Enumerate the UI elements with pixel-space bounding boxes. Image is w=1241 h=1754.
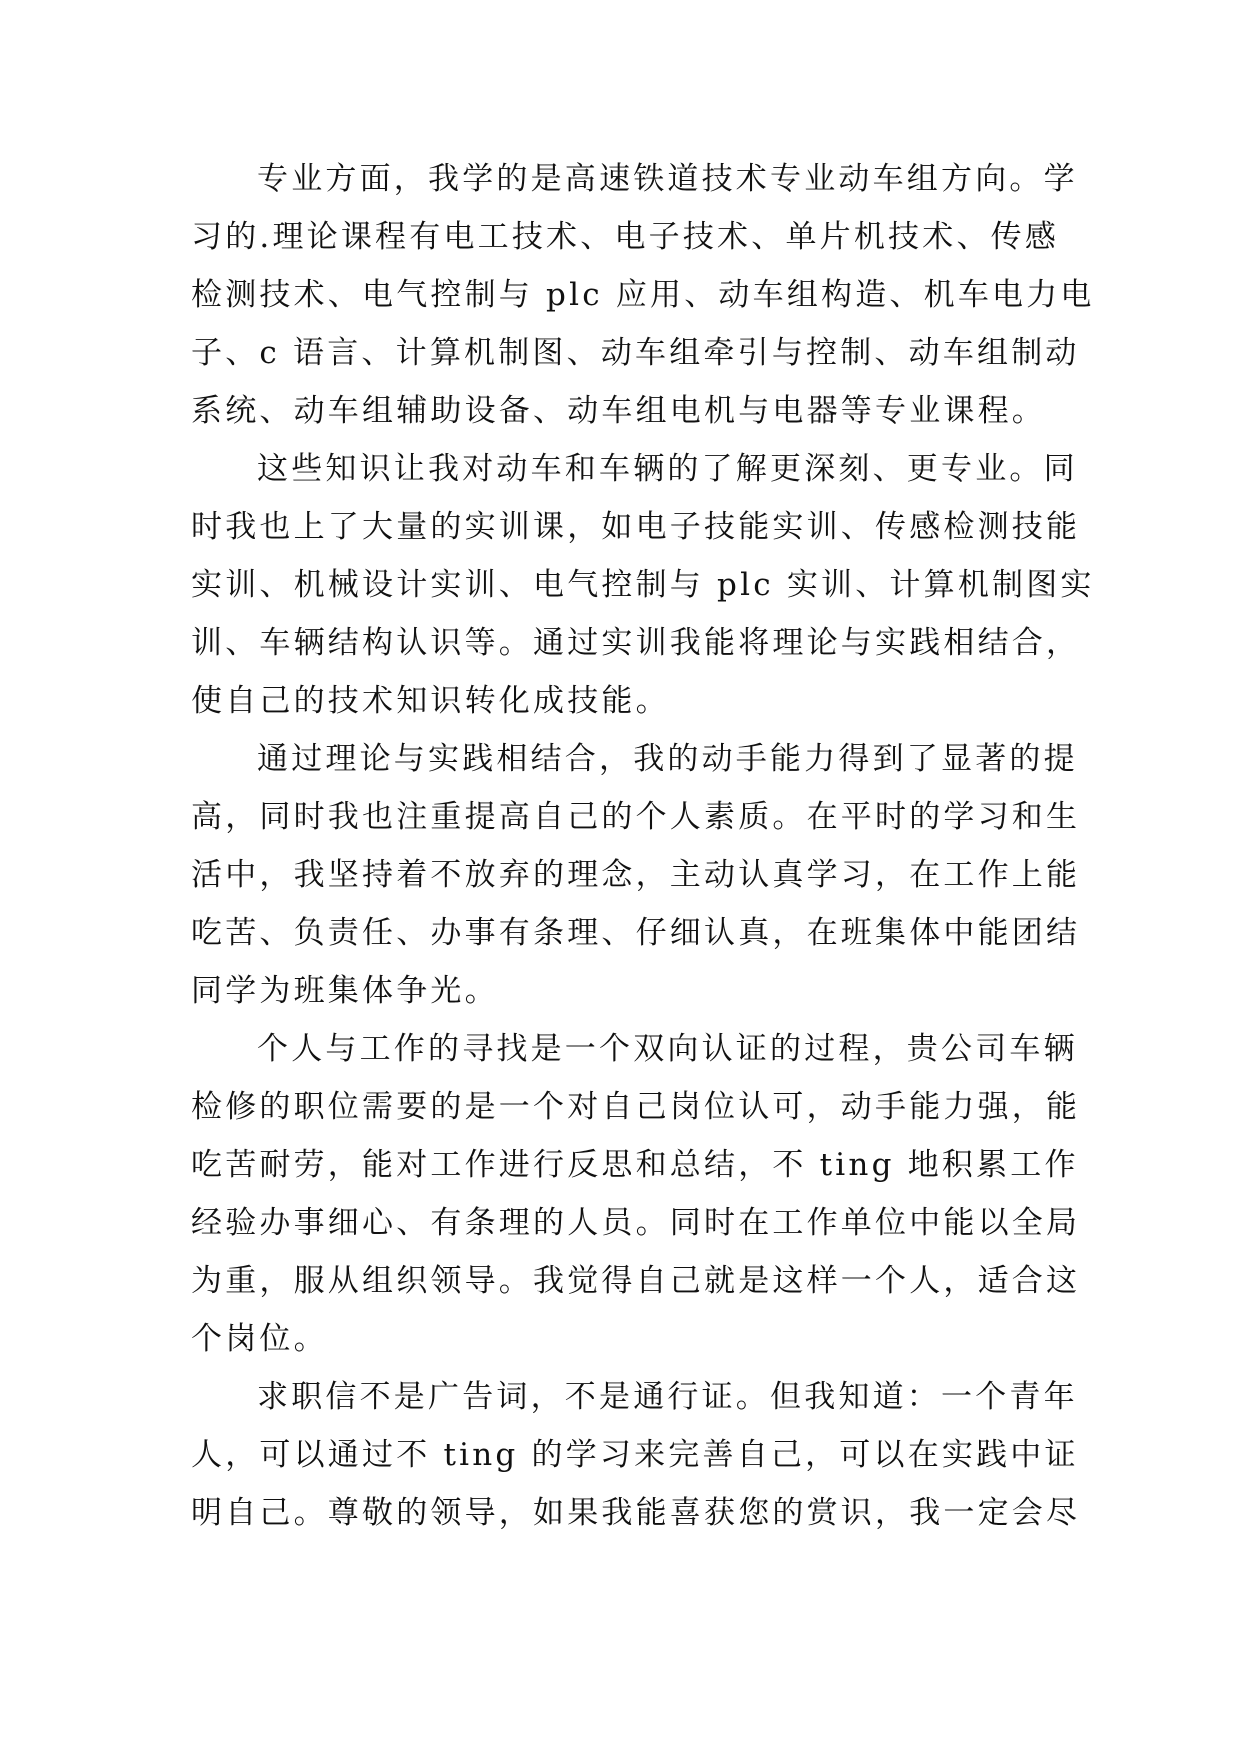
text-line: 通过理论与实践相结合，我的动手能力得到了显著的提 xyxy=(257,741,1078,777)
text-line: 人，可以通过不 ting 的学习来完善自己，可以在实践中证 xyxy=(191,1437,1079,1473)
document-body xyxy=(191,150,1095,1542)
text-line: 习的.理论课程有电工技术、电子技术、单片机技术、传感 xyxy=(191,219,1060,255)
text-line: 个岗位。 xyxy=(191,1321,328,1357)
text-line: 子、c 语言、计算机制图、动车组牵引与控制、动车组制动 xyxy=(191,335,1080,371)
text-line: 求职信不是广告词，不是通行证。但我知道：一个青年 xyxy=(257,1379,1078,1415)
text-line: 明自己。尊敬的领导，如果我能喜获您的赏识，我一定会尽 xyxy=(191,1495,1081,1531)
text-line: 检修的职位需要的是一个对自己岗位认可，动手能力强，能 xyxy=(191,1089,1081,1125)
text-line: 时我也上了大量的实训课，如电子技能实训、传感检测技能 xyxy=(191,509,1081,545)
text-line: 使自己的技术知识转化成技能。 xyxy=(191,683,670,719)
paragraph-training xyxy=(191,440,1095,730)
text-line: 训、车辆结构认识等。通过实训我能将理论与实践相结合， xyxy=(191,625,1081,661)
paragraph-personal-quality xyxy=(191,730,1081,1020)
text-line: 专业方面，我学的是高速铁道技术专业动车组方向。学 xyxy=(257,161,1078,197)
text-line: 检测技术、电气控制与 plc 应用、动车组构造、机车电力电 xyxy=(191,277,1095,313)
text-line: 实训、机械设计实训、电气控制与 plc 实训、计算机制图实 xyxy=(191,567,1095,603)
text-line: 个人与工作的寻找是一个双向认证的过程，贵公司车辆 xyxy=(257,1031,1078,1067)
text-line: 系统、动车组辅助设备、动车组电机与电器等专业课程。 xyxy=(191,393,1046,429)
text-line: 经验办事细心、有条理的人员。同时在工作单位中能以全局 xyxy=(191,1205,1081,1241)
text-line: 这些知识让我对动车和车辆的了解更深刻、更专业。同 xyxy=(257,451,1078,487)
text-line: 活中，我坚持着不放弃的理念，主动认真学习，在工作上能 xyxy=(191,857,1081,893)
text-line: 同学为班集体争光。 xyxy=(191,973,499,1009)
paragraph-closing xyxy=(191,1368,1081,1542)
text-line: 高，同时我也注重提高自己的个人素质。在平时的学习和生 xyxy=(191,799,1081,835)
text-line: 吃苦耐劳，能对工作进行反思和总结，不 ting 地积累工作 xyxy=(191,1147,1079,1183)
text-line: 吃苦、负责任、办事有条理、仔细认真，在班集体中能团结 xyxy=(191,915,1081,951)
paragraph-job-fit xyxy=(191,1020,1081,1368)
paragraph-major xyxy=(191,150,1095,440)
text-line: 为重，服从组织领导。我觉得自己就是这样一个人，适合这 xyxy=(191,1263,1081,1299)
